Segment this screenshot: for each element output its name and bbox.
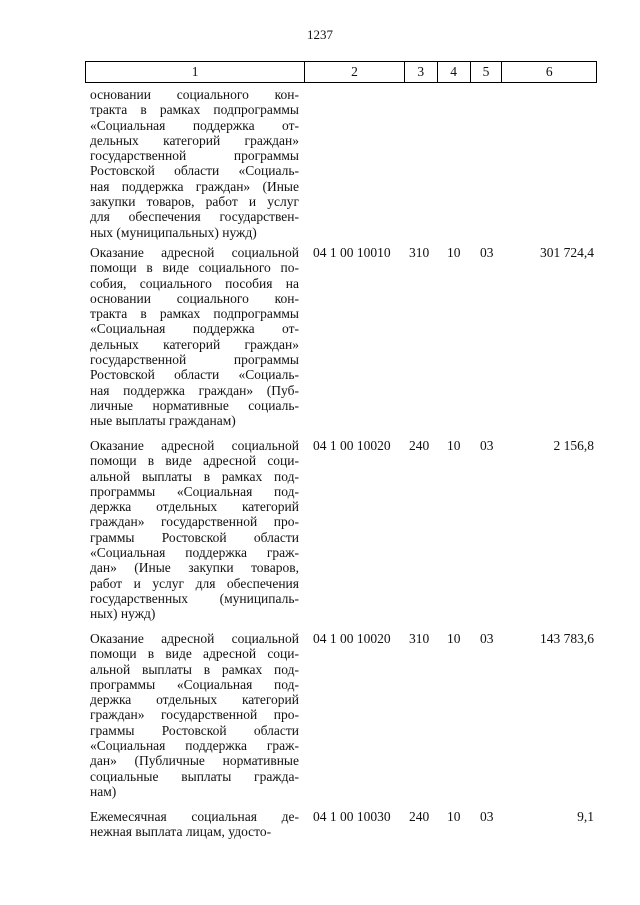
column-header-4: 4 xyxy=(438,62,471,82)
description-line: держка отдельных категорий xyxy=(90,499,299,515)
table-column-header xyxy=(85,61,597,83)
column-header-2: 2 xyxy=(305,62,405,82)
description-line: «Социальная поддержка от- xyxy=(90,117,299,133)
description-line: для обеспечения государствен- xyxy=(90,209,299,225)
row-section: 10 xyxy=(447,245,461,260)
row-target-code: 04 1 00 10020 xyxy=(313,631,391,646)
description-line: альной выплаты в рамках под- xyxy=(90,661,299,677)
table-row xyxy=(85,87,597,240)
column-header-3: 3 xyxy=(405,62,438,82)
description-line: собия, социального пособия на xyxy=(90,275,299,291)
column-header-6: 6 xyxy=(545,64,553,79)
description-line: «Социальная поддержка граж- xyxy=(90,545,299,561)
description-line: дан» (Иные закупки товаров, xyxy=(90,560,299,576)
description-line: ная поддержка граждан» (Пуб- xyxy=(90,382,299,398)
description-line: граждан» государственной про- xyxy=(90,514,299,530)
description-line: государственной программы xyxy=(90,352,299,368)
description-line: дельных категорий граждан» xyxy=(90,132,299,148)
row-expense-type: 240 xyxy=(409,809,430,824)
row-expense-type: 310 xyxy=(409,631,430,646)
description-line: Оказание адресной социальной xyxy=(90,438,299,453)
row-expense-type: 310 xyxy=(409,245,430,260)
description-line: государственных (муниципаль- xyxy=(90,590,299,606)
row-section: 10 xyxy=(447,809,461,824)
row-target-code: 04 1 00 10030 xyxy=(313,809,391,824)
description-line: основании социального кон- xyxy=(90,87,299,102)
description-line: «Социальная поддержка от- xyxy=(90,321,299,337)
table-row xyxy=(85,245,597,429)
table-row xyxy=(85,631,597,799)
description-line: дан» (Публичные нормативные xyxy=(90,753,299,769)
row-description xyxy=(90,631,299,799)
description-line: Ростовской области «Социаль- xyxy=(90,163,299,179)
description-line: дельных категорий граждан» xyxy=(90,336,299,352)
description-line: ных (муниципальных) нужд) xyxy=(90,224,257,240)
row-description xyxy=(90,438,299,622)
table-row xyxy=(85,809,597,840)
description-line: Оказание адресной социальной xyxy=(90,245,299,260)
description-line: помощи в виде адресной соци- xyxy=(90,453,299,469)
description-line: «Социальная поддержка граж- xyxy=(90,738,299,754)
description-line: помощи в виде социального по- xyxy=(90,260,299,276)
description-line: тракта в рамках подпрограммы xyxy=(90,306,299,322)
description-line: альной выплаты в рамках под- xyxy=(90,468,299,484)
row-subsection: 03 xyxy=(480,809,494,824)
row-expense-type: 240 xyxy=(409,438,430,453)
row-amount: 143 783,6 xyxy=(540,631,594,646)
description-line: граммы Ростовской области xyxy=(90,722,299,738)
description-line: ных) нужд) xyxy=(90,606,156,622)
row-target-code: 04 1 00 10010 xyxy=(313,245,391,260)
description-line: нежная выплата лицам, удосто- xyxy=(90,824,272,840)
description-line: государственной программы xyxy=(90,148,299,164)
row-description xyxy=(90,87,299,240)
description-line: личные нормативные социаль- xyxy=(90,397,299,413)
row-section: 10 xyxy=(447,438,461,453)
row-target-code: 04 1 00 10020 xyxy=(313,438,391,453)
table-row xyxy=(85,438,597,622)
description-line: программы «Социальная под- xyxy=(90,483,299,499)
description-line: ная поддержка граждан» (Иные xyxy=(90,178,299,194)
description-line: Ростовской области «Социаль- xyxy=(90,367,299,383)
row-subsection: 03 xyxy=(480,245,494,260)
description-line: работ и услуг для обеспечения xyxy=(90,575,299,591)
column-header-5: 5 xyxy=(471,62,503,82)
row-amount: 301 724,4 xyxy=(540,245,594,260)
row-amount: 9,1 xyxy=(577,809,594,824)
row-description xyxy=(90,245,299,429)
description-line: помощи в виде адресной соци- xyxy=(90,646,299,662)
description-line: Оказание адресной социальной xyxy=(90,631,299,646)
row-subsection: 03 xyxy=(480,438,494,453)
description-line: нам) xyxy=(90,783,117,799)
description-line: тракта в рамках подпрограммы xyxy=(90,102,299,118)
description-line: граждан» государственной про- xyxy=(90,707,299,723)
description-line: Ежемесячная социальная де- xyxy=(90,809,299,824)
column-header-1: 1 xyxy=(86,62,305,82)
description-line: держка отдельных категорий xyxy=(90,692,299,708)
row-section: 10 xyxy=(447,631,461,646)
description-line: основании социального кон- xyxy=(90,290,299,306)
description-line: закупки товаров, работ и услуг xyxy=(90,194,299,210)
row-description xyxy=(90,809,299,840)
row-amount: 2 156,8 xyxy=(553,438,594,453)
description-line: программы «Социальная под- xyxy=(90,676,299,692)
row-subsection: 03 xyxy=(480,631,494,646)
description-line: граммы Ростовской области xyxy=(90,529,299,545)
page-number: 1237 xyxy=(307,27,333,42)
description-line: социальные выплаты гражда- xyxy=(90,768,299,784)
description-line: ные выплаты гражданам) xyxy=(90,413,236,429)
